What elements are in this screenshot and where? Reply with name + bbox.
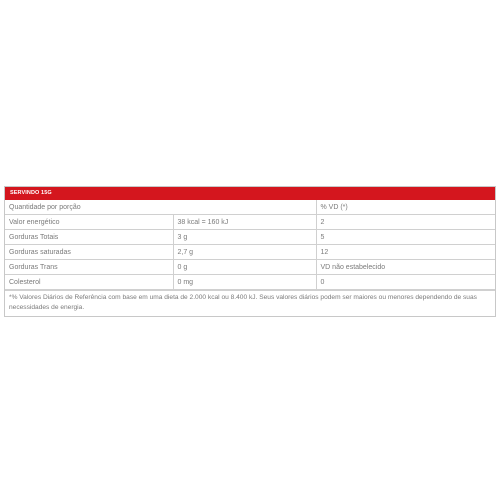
nutrient-amount: 38 kcal = 160 kJ <box>173 215 316 230</box>
nutrition-grid <box>5 200 495 290</box>
table-row <box>5 215 495 230</box>
table-row <box>5 260 495 275</box>
nutrition-facts-table <box>4 186 496 317</box>
table-header-title: SERVINDO 15G <box>5 187 495 200</box>
table-row <box>5 230 495 245</box>
portion-row <box>5 200 495 215</box>
nutrient-vd: VD não estabelecido <box>316 260 495 275</box>
nutrient-name: Valor energético <box>5 215 173 230</box>
table-row <box>5 245 495 260</box>
nutrient-amount: 3 g <box>173 230 316 245</box>
nutrient-name: Gorduras Totais <box>5 230 173 245</box>
nutrient-amount: 2,7 g <box>173 245 316 260</box>
nutrient-name: Colesterol <box>5 275 173 290</box>
vd-header: % VD (*) <box>316 200 495 215</box>
table-footnote: *% Valores Diários de Referência com base em uma dieta de 2.000 kcal ou 8.400 kJ. Seus valores diários podem ser maiores ou menores dependendo de suas necessidades de energia. <box>5 290 495 316</box>
nutrient-vd: 5 <box>316 230 495 245</box>
portion-label: Quantidade por porção <box>5 200 316 215</box>
nutrient-amount: 0 mg <box>173 275 316 290</box>
nutrient-amount: 0 g <box>173 260 316 275</box>
nutrient-name: Gorduras Trans <box>5 260 173 275</box>
nutrient-vd: 2 <box>316 215 495 230</box>
table-row <box>5 275 495 290</box>
nutrient-vd: 12 <box>316 245 495 260</box>
nutrient-vd: 0 <box>316 275 495 290</box>
nutrient-name: Gorduras saturadas <box>5 245 173 260</box>
